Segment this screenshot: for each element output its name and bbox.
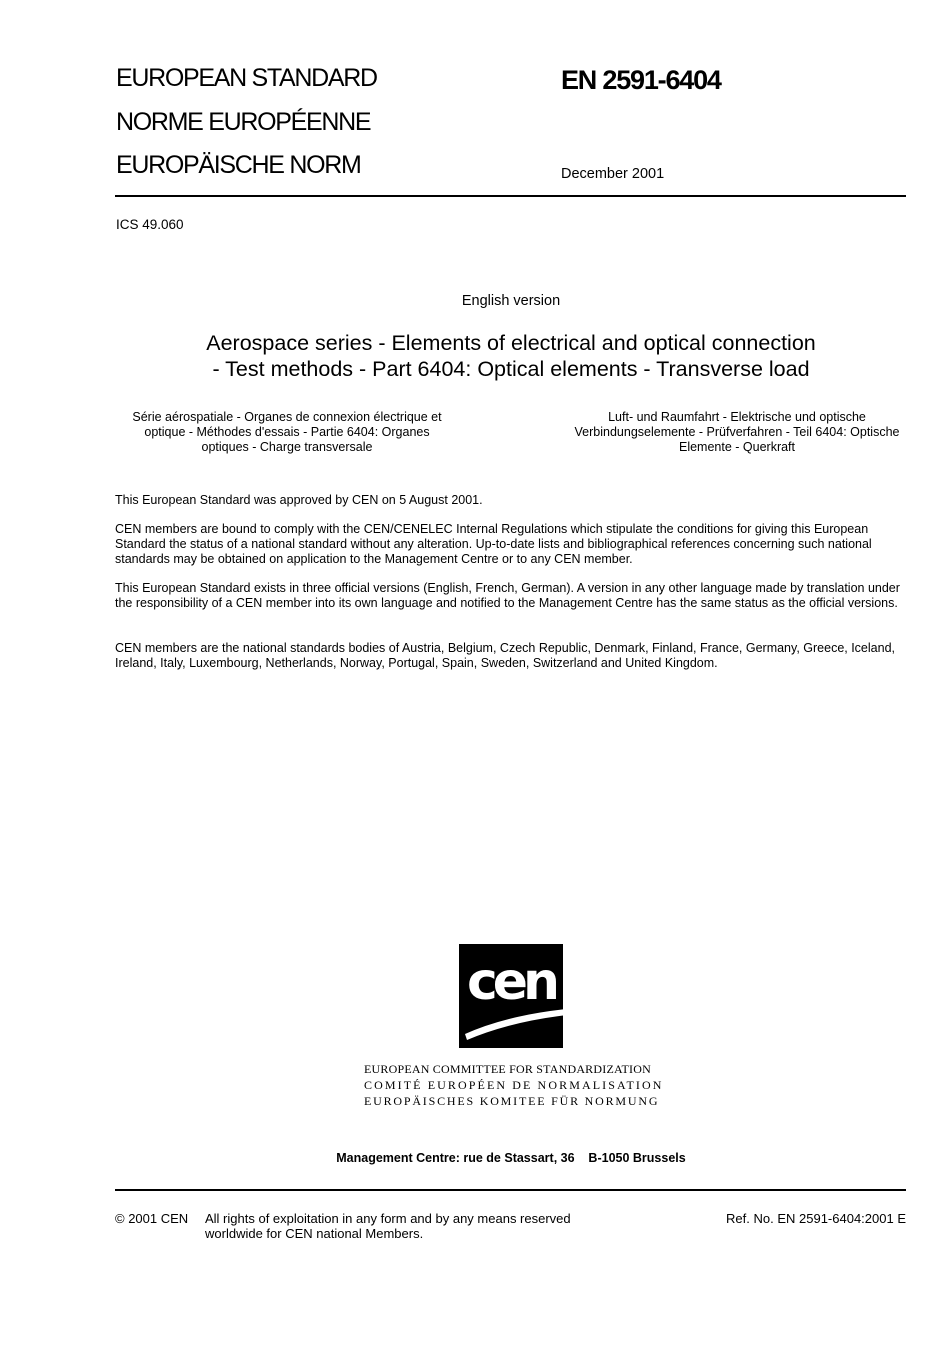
rights-line: All rights of exploitation in any form and by any means reserved [205, 1211, 571, 1226]
footer-divider [115, 1189, 906, 1191]
committee-name-en: EUROPEAN COMMITTEE FOR STANDARDIZATION [364, 1062, 651, 1076]
rights-line: worldwide for CEN national Members. [205, 1226, 424, 1241]
german-title-line: Verbindungselemente - Prüfverfahren - Teil 6404: Optische [574, 425, 900, 439]
rights-notice [205, 1211, 571, 1241]
regulations-paragraph: CEN members are bound to comply with the CEN/CENELEC Internal Regulations which stipulate the conditions for giving this European Standard the status of a national standard without any alteration. Up-to-date lists and bibliographical references concerning such national standards may be obtained on application to the Management Centre or to any CEN member. [115, 522, 872, 566]
german-title-line: Elemente - Querkraft [678, 440, 795, 454]
document-title [115, 330, 907, 382]
french-title-line: Série aérospatiale - Organes de connexion électrique et [132, 410, 442, 424]
committee-name-de: EUROPÄISCHES KOMITEE FÜR NORMUNG [364, 1094, 660, 1108]
reference-number: Ref. No. EN 2591-6404:2001 E [726, 1211, 906, 1226]
french-title [112, 410, 462, 455]
members-paragraph: CEN members are the national standards bodies of Austria, Belgium, Czech Republic, Denmark, Finland, France, Germany, Greece, Iceland, Ireland, Italy, Luxembourg, Netherlands, Norway, Portugal, Spain, Sweden, Switzerland and United Kingdom. [115, 641, 895, 670]
title-line: Aerospace series - Elements of electrical and optical connection [206, 331, 816, 355]
cen-logo-swoosh [459, 944, 563, 1048]
version-label: English version [461, 293, 561, 309]
standard-title-en: EUROPEAN STANDARD [116, 64, 377, 92]
standard-title-de: EUROPÄISCHE NORM [116, 151, 361, 179]
standard-title-fr: NORME EUROPÉENNE [116, 108, 371, 136]
management-centre: Management Centre: rue de Stassart, 36 B-1050 Brussels [336, 1151, 686, 1165]
cen-logo-text: cen [466, 952, 556, 1012]
title-line: - Test methods - Part 6404: Optical elements - Transverse load [212, 357, 810, 381]
approval-paragraph: This European Standard was approved by CEN on 5 August 2001. [115, 493, 483, 507]
copyright: © 2001 CEN [115, 1211, 189, 1226]
header-divider [115, 195, 906, 197]
french-title-line: optiques - Charge transversale [201, 440, 373, 454]
versions-paragraph: This European Standard exists in three official versions (English, French, German). A version in any other language made by translation under the responsibility of a CEN member into its own language and notified to the Management Centre has the same status as the official versions. [115, 581, 900, 610]
committee-name-fr: COMITÉ EUROPÉEN DE NORMALISATION [364, 1078, 664, 1092]
cen-logo [459, 944, 563, 1048]
ics-code: ICS 49.060 [116, 217, 184, 232]
french-title-line: optique - Méthodes d'essais - Partie 6404: Organes [144, 425, 430, 439]
standard-number: EN 2591-6404 [561, 65, 721, 95]
german-title-line: Luft- und Raumfahrt - Elektrische und optische [608, 410, 866, 424]
publication-date: December 2001 [561, 166, 665, 182]
german-title [562, 410, 912, 455]
